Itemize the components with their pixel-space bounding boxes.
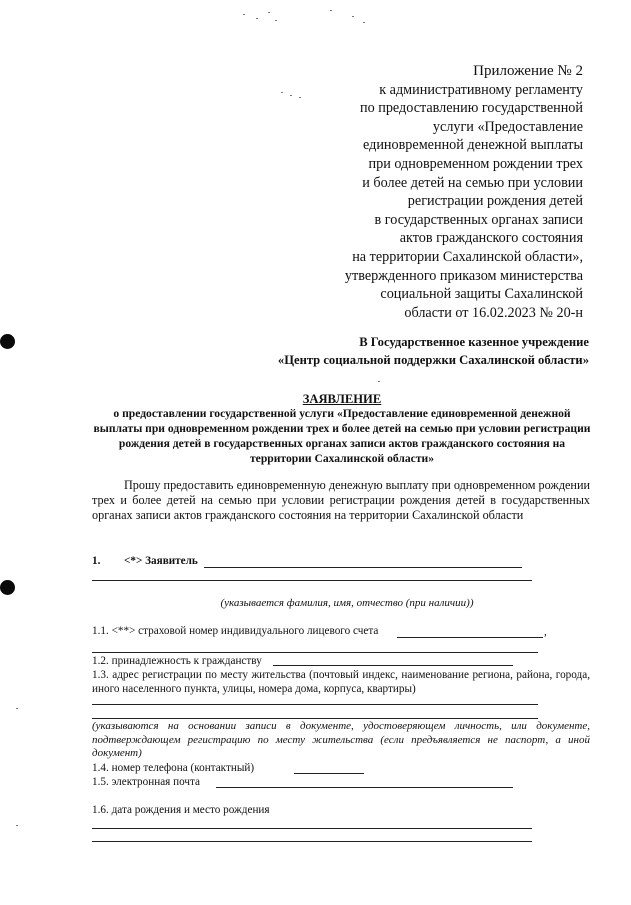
appendix-line: регистрации рождения детей [407, 193, 583, 210]
email-field[interactable] [216, 787, 513, 788]
appendix-line: на территории Сахалинской области», [352, 248, 583, 265]
item-1-6-label: 1.6. дата рождения и место рождения [92, 804, 270, 816]
address-field[interactable] [92, 704, 538, 705]
item-1-3-label: 1.3. адрес регистрации по месту жительства (почтовый индекс, наименование региона, района, города, иного населенного пункта, улицы, номера дома, корпуса, квартиры) [92, 669, 590, 695]
item-1-1-comma: , [544, 626, 547, 638]
recipient-line-1: В Государственное казенное учреждение [359, 335, 589, 349]
citizenship-field[interactable] [273, 665, 513, 666]
recipient-line-2: «Центр социальной поддержки Сахалинской области» [277, 352, 589, 367]
applicant-name-field-2[interactable] [92, 580, 532, 581]
item-1-1-label: 1.1. <**> страховой номер индивидуального лицевого счета [92, 625, 379, 637]
punch-hole-top [0, 334, 15, 349]
document-title: ЗАЯВЛЕНИЕ [302, 392, 382, 406]
phone-field[interactable] [294, 773, 364, 774]
item-1-5-label: 1.5. электронная почта [92, 776, 201, 788]
snils-field[interactable] [397, 637, 543, 638]
appendix-line: к административному регламенту [379, 81, 583, 98]
punch-hole-bottom [0, 580, 15, 595]
appendix-line: социальной защиты Сахалинской [380, 286, 583, 303]
item-1-4-label: 1.4. номер телефона (контактный) [92, 762, 255, 774]
appendix-header [345, 62, 583, 322]
item-1-label: <*> Заявитель [124, 555, 198, 567]
item-1-2-label: 1.2. принадлежность к гражданству [92, 655, 262, 667]
appendix-line: в государственных органах записи [374, 211, 583, 228]
appendix-line: единовременной денежной выплаты [363, 137, 583, 154]
appendix-line: при одновременном рождении трех [368, 155, 583, 172]
birth-field-2[interactable] [92, 841, 532, 842]
item-1-hint: (указывается фамилия, имя, отчество (при наличии)) [220, 597, 474, 609]
item-1-number: 1. [92, 555, 101, 567]
appendix-line: утвержденного приказом министерства [344, 267, 583, 284]
document-subtitle: о предоставлении государственной услуги «Предоставление единовременной денежной выплаты при одновременном рождении трех и более детей на семью при условии регистрации рождения детей в государственных органах записи актов гражданского состояния на территории Сахалинской области» [93, 407, 591, 465]
appendix-line: и более детей на семью при условии [362, 174, 583, 191]
birth-field[interactable] [92, 828, 532, 829]
item-1-3-hint: (указываются на основании записи в документе, удостоверяющем личность, или документе, подтверждающем регистрацию по месту жительства (если предъявляется не паспорт, а иной документ) [92, 720, 590, 759]
address-field-2[interactable] [92, 718, 538, 719]
appendix-line: области от 16.02.2023 № 20-н [404, 304, 583, 321]
appendix-line: актов гражданского состояния [399, 230, 583, 247]
appendix-line: услуги «Предоставление [432, 118, 583, 135]
appendix-line: Приложение № 2 [473, 63, 583, 79]
recipient-block [278, 334, 589, 369]
applicant-name-field[interactable] [204, 567, 522, 568]
snils-field-2[interactable] [92, 652, 538, 653]
request-paragraph: Прошу предоставить единовременную денежную выплату при одновременном рождении трех и более детей на семью при условии регистрации рождения детей в государственных органах записи актов гражданского состояния на территории Сахалинской области [92, 478, 590, 522]
appendix-line: по предоставлению государственной [360, 100, 583, 117]
